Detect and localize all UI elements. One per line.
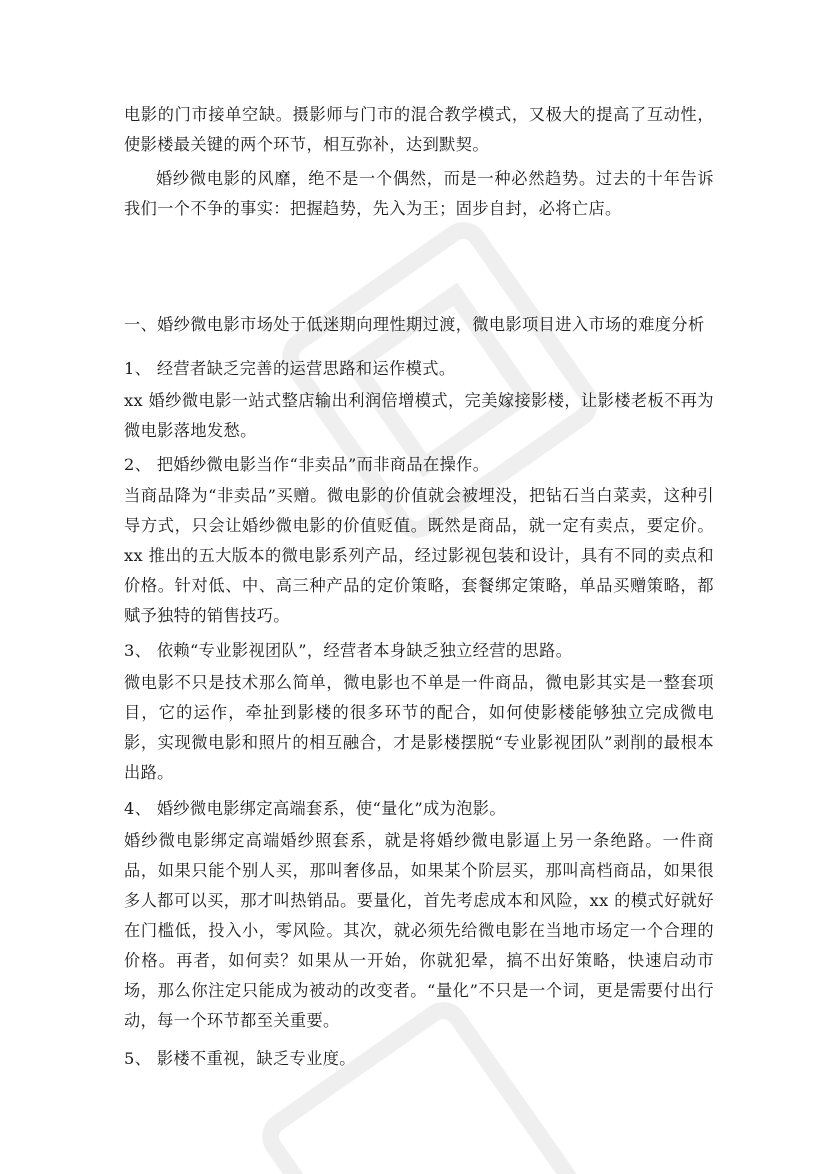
intro-paragraph-2: 婚纱微电影的风靡，绝不是一个偶然，而是一种必然趋势。过去的十年告诉我们一个不争的事实：把握趋势，先入为王；固步自封，必将亡店。 (124, 169, 714, 218)
item-1-title: 1、 经营者缺乏完善的运营思路和运作模式。 (124, 359, 456, 378)
item-4-title: 4、 婚纱微电影绑定高端套系，使“量化”成为泡影。 (124, 799, 506, 818)
intro-paragraph-1: 电影的门市接单空缺。摄影师与门市的混合教学模式，又极大的提高了互动性，使影楼最关键的两个环节，相互弥补，达到默契。 (124, 105, 714, 154)
item-2-body: 当商品降为“非卖品”买赠。微电影的价值就会被埋没，把钻石当白菜卖，这种引导方式，只会让婚纱微电影的价值贬值。既然是商品，就一定有卖点，要定价。xx 推出的五大版本的微电影系列产品，经过影视包装和设计，具有不同的卖点和价格。针对低、中、高三种产品的定价策略，套餐绑定策略，单品买赠策略，都赋予独特的销售技巧。 (124, 486, 714, 625)
item-3-body: 微电影不只是技术那么简单，微电影也不单是一件商品，微电影其实是一整套项目，它的运作，牵扯到影楼的很多环节的配合，如何使影楼能够独立完成微电影，实现微电影和照片的相互融合，才是影楼摆脱“专业影视团队”剥削的最根本出路。 (124, 673, 714, 782)
item-5-title: 5、 影楼不重视，缺乏专业度。 (124, 1049, 356, 1068)
section-heading: 一、婚纱微电影市场处于低迷期向理性期过渡，微电影项目进入市场的难度分析 (124, 315, 705, 334)
item-2-title: 2、 把婚纱微电影当作“非卖品”而非商品在操作。 (124, 455, 490, 474)
item-1-body: xx 婚纱微电影一站式整店输出利润倍增模式，完美嫁接影楼，让影楼老板不再为微电影落地发愁。 (124, 391, 714, 440)
item-4-body: 婚纱微电影绑定高端婚纱照套系，就是将婚纱微电影逼上另一条绝路。一件商品，如果只能个别人买，那叫奢侈品，如果某个阶层买，那叫高档商品，如果很多人都可以买，那才叫热销品。要量化，首先考虑成本和风险，xx 的模式好就好在门槛低，投入小，零风险。其次，就必须先给微电影在当地市场定一个合理的价格。再者，如何卖？如果从一开始，你就犯晕，搞不出好策略，快速启动市场，那么你注定只能成为被动的改变者。“量化”不只是一个词，更是需要付出行动，每一个环节都至关重要。 (124, 831, 714, 1030)
item-3-title: 3、 依赖“专业影视团队”，经营者本身缺乏独立经营的思路。 (124, 641, 573, 660)
